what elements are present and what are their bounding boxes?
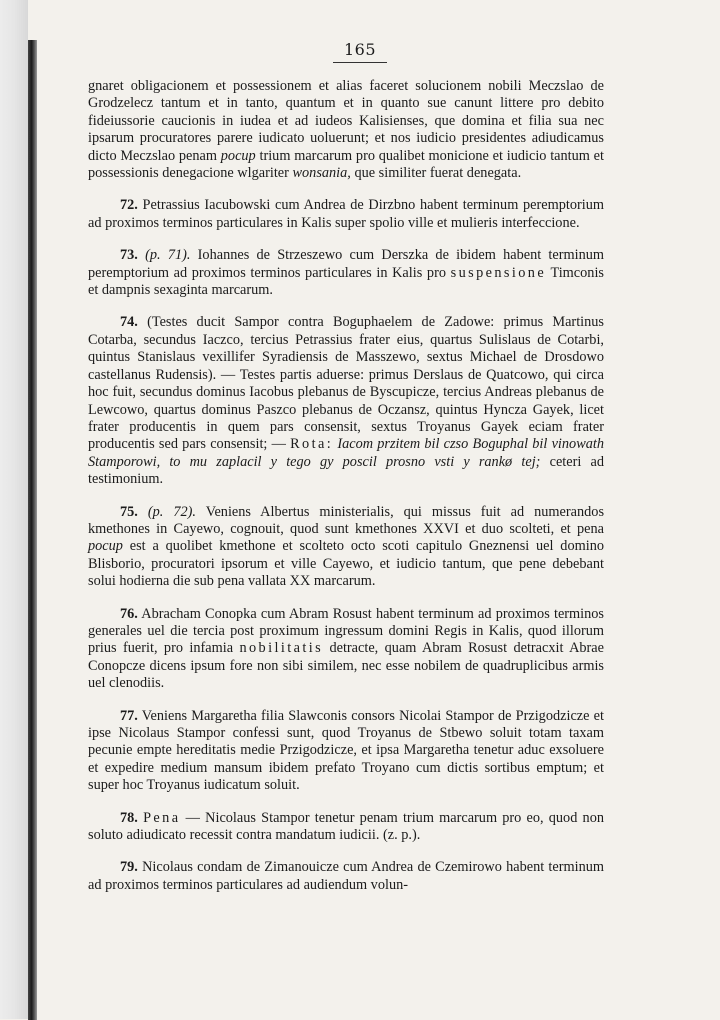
text-segment: detracte, quam Abram Rosust detracxit Abrae Conopcze dicens ipsum fore non sibi similem, nec esse nobilem de quadruplicibus armis uel clenodiis. — [88, 640, 604, 692]
text-segment: gnaret obligacionem et possessionem et alias faceret solucionem nobili Meczslao de Grodzelecz tantum et in tanto, quantum et in quanto sue canunt littere pro debito fideiussorie caucionis in iudea et ad iudeos Kalisienses, que domina et filia sua nec ipsarum procuratores parere iudicato uoluerunt; et nos iudicio presidentes adiudicamus dicto Meczslao penam — [88, 78, 604, 164]
text-segment: Veniens Margaretha filia Slawconis consors Nicolai Stampor de Przigodzicze et ipse Nicolaus Stampor confessi sunt, quod Troyanus de Stbewo soluit totam taxam pecunie empte hereditatis medie Przigodzicze, et ipsa Margaretha tenetur aduc exsoluere et expedire medium mansum ibidem prefato Troyano cum dictis sortibus emptum; et super hoc Troyanus iudicatum soluit. — [88, 707, 604, 794]
text-segment: Nicolaus condam de Zimanouicze cum Andrea de Czemirowo habent terminum ad proximos terminos particulares ad audiendum volun- — [88, 859, 604, 893]
text-segment: que similiter fuerat denegata. — [350, 165, 522, 182]
text-segment: Iohannes de Strzeszewo cum Derszka de ibidem habent terminum peremptorium ad proximos terminos particulares in Kalis pro — [88, 247, 604, 281]
document-body — [88, 78, 604, 909]
entry-74 — [88, 314, 604, 488]
text-segment: Abracham Conopka cum Abram Rosust habent terminum ad proximos terminos generales uel die tercia post proximum ingressum domini Regis in Kalis, quod illorum prius fuerit, pro infamia — [88, 605, 604, 657]
text-segment: Petrassius Iacubowski cum Andrea de Dirzbno habent terminum peremptorium ad proximos terminos particulares in Kalis super spolio ville et mulieris interfeccione. — [88, 197, 604, 231]
text-segment: est a quolibet kmethone et scolteto octo scoti capitulo Gneznensi uel domino Blisborio, procuratori ipsorum et ville Cayewo, et iudicio tantum, que pene debebant solui hodierna die sub pena vallata XX marcarum. — [88, 538, 604, 590]
text-segment: pocup — [220, 147, 256, 164]
paragraph-continuation — [88, 78, 604, 182]
entry-75 — [88, 504, 604, 591]
page-reference: (p. 71). — [145, 247, 191, 264]
page-number — [0, 40, 720, 63]
text-segment: trium marcarum pro qualibet monicione et iudicio tantum et possessionis denegacione wlgariter — [88, 147, 604, 182]
entry-number: 76. — [120, 605, 138, 622]
entry-72 — [88, 197, 604, 232]
entry-73 — [88, 247, 604, 299]
page-number-rule — [333, 62, 387, 63]
page-number-text: 165 — [343, 40, 377, 59]
entry-79 — [88, 859, 604, 894]
text-segment: Timconis et dampnis sexaginta marcarum. — [88, 264, 604, 299]
text-segment: Pena — [143, 809, 181, 826]
entry-number: 79. — [120, 859, 138, 876]
scan-margin — [0, 0, 28, 1019]
text-segment: wonsania, — [292, 165, 351, 182]
text-segment: Veniens Albertus ministerialis, qui missus fuit ad numerandos kmethones in Cayewo, cognouit, quod sunt kmethones XXVI et duo scolteti, et pena — [88, 503, 605, 537]
entry-78 — [88, 810, 604, 845]
entry-number: 72. — [120, 197, 138, 214]
text-segment: pocup — [88, 538, 123, 555]
text-segment: — Nicolaus Stampor tenetur penam trium marcarum pro eo, quod non soluto adiudicato recessit contra mandatum iudicii. (z. p.). — [88, 809, 604, 844]
entry-number: 77. — [120, 707, 138, 724]
text-segment: nobilitatis — [239, 640, 324, 657]
entry-number: 75. — [120, 503, 138, 520]
text-segment: suspensione — [450, 264, 547, 281]
text-segment: ceteri ad testimonium. — [88, 453, 605, 488]
entry-number: 74. — [120, 314, 138, 331]
page-reference: (p. 72). — [147, 503, 196, 520]
entry-number: 78. — [120, 809, 138, 826]
entry-76 — [88, 606, 604, 693]
text-segment: Iacom przitem bil czso Boguphal bil vinowath Stamporowi, to mu zaplacil y tego gy poscil prosno vsti y rankø tej; — [88, 436, 605, 470]
text-segment: (Testes ducit Sampor contra Boguphaelem de Zadowe: primus Martinus Cotarba, secundus Iaczco, tercius Petrassius frater eius, quartus Sulislaus de Cotarbi, quintus Stanislaus vexillifer Syradiensis de Masszewo, sextus Michael de Drosdowo castellanus Rudensis). — Testes partis aduerse: primus Derslaus de Quatcowo, qui circa hoc fuit, secundus dominus Iacobus plebanus de Byscupicze, tercius Andreas plebanus de Lewcowo, quartus dominus Paszco plebanus de Oczansz, quintus Hyncza Gayek, licet frater producentis in quem pars consensit, sextus Troyanus Gayek eciam frater producentis sed pars consensit; — — [88, 314, 604, 453]
book-binding-edge — [28, 40, 37, 1020]
entry-number: 73. — [120, 247, 138, 264]
entry-77 — [88, 708, 604, 795]
text-segment: Rota: — [290, 436, 334, 453]
